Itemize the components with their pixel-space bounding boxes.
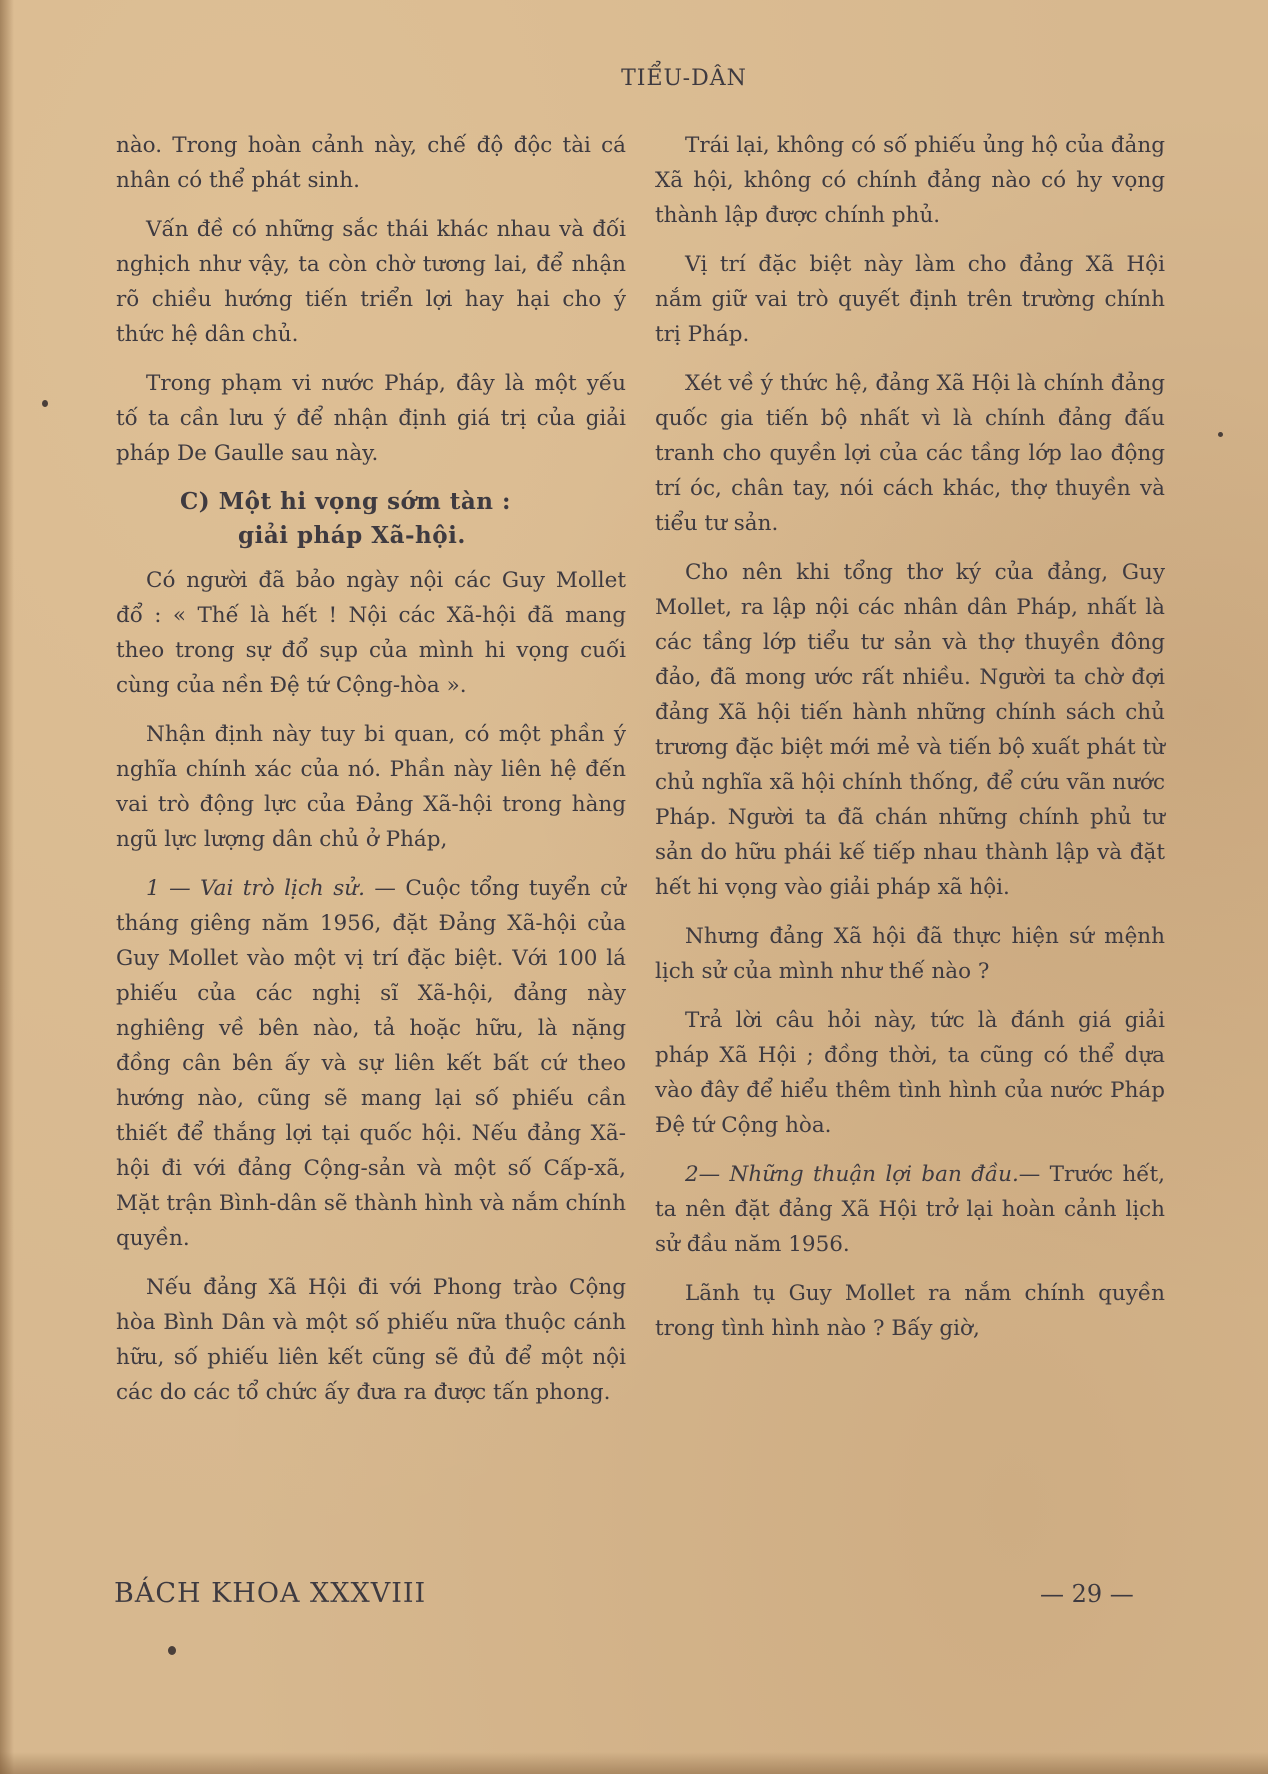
paragraph: Nếu đảng Xã Hội đi với Phong trào Cộng hòa Bình Dân và một số phiếu nữa thuộc cánh hữu, số phiếu liên kết cũng sẽ đủ để một nội các do các tổ chức ấy đưa ra được tấn phong. <box>116 1275 626 1405</box>
ink-spot <box>168 1646 176 1655</box>
paragraph: Trái lại, không có số phiếu ủng hộ của đảng Xã hội, không có chính đảng nào có hy vọng thành lập được chính phủ. <box>655 133 1165 228</box>
paragraph: Trong phạm vi nước Pháp, đây là một yếu tố ta cần lưu ý để nhận định giá trị của giải pháp De Gaulle sau này. <box>116 371 626 466</box>
section-heading-line-2: giải pháp Xã-hội. <box>238 522 466 549</box>
ink-spot <box>1218 432 1223 437</box>
paragraph-body: — Cuộc tổng tuyển cử tháng giêng năm 1956, đặt Đảng Xã-hội của Guy Mollet vào một vị trí đặc biệt. Với 100 lá phiếu của các nghị sĩ Xã-hội, đảng này nghiêng về bên nào, tả hoặc hữu, là nặng đồng cân bên ấy và sự liên kết bất cứ theo hướng nào, cũng sẽ mang lại số phiếu cần thiết để thắng lợi tại quốc hội. Nếu đảng Xã-hội đi với đảng Cộng-sản và một số Cấp-xã, Mặt trận Bình-dân sẽ thành hình và nắm chính quyền. <box>116 876 626 1251</box>
subheading: 1 — Vai trò lịch sử. <box>146 876 365 901</box>
paragraph: Xét về ý thức hệ, đảng Xã Hội là chính đảng quốc gia tiến bộ nhất vì là chính đảng đấu tranh cho quyền lợi của các tầng lớp lao động trí óc, chân tay, nói cách khác, thợ thuyền và tiểu tư sản. <box>655 371 1165 536</box>
paragraph: Cho nên khi tổng thơ ký của đảng, Guy Mollet, ra lập nội các nhân dân Pháp, nhất là các tầng lớp tiểu tư sản và thợ thuyền đông đảo, đã mong ước rất nhiều. Người ta chờ đợi đảng Xã hội tiến hành những chính sách chủ trương đặc biệt mới mẻ và tiến bộ xuất phát từ chủ nghĩa xã hội chính thống, để cứu vãn nước Pháp. Người ta đã chán những chính phủ tư sản do hữu phái kế tiếp nhau thành lập và đặt hết hi vọng vào giải pháp xã hội. <box>655 560 1165 900</box>
running-header: TIỂU-DÂN <box>621 66 747 91</box>
section-heading <box>116 485 626 553</box>
subheading: 2— Những thuận lợi ban đầu. <box>685 1162 1019 1187</box>
paragraph-body: — Trước hết, ta nên đặt đảng Xã Hội trở lại hoàn cảnh lịch sử đầu năm 1956. <box>655 1162 1165 1257</box>
paragraph: nào. Trong hoàn cảnh này, chế độ độc tài cá nhân có thể phát sinh. <box>116 133 626 193</box>
paragraph: Nhưng đảng Xã hội đã thực hiện sứ mệnh lịch sử của mình như thế nào ? <box>655 924 1165 984</box>
paragraph-with-subheading <box>655 1157 1165 1262</box>
paragraph: Trả lời câu hỏi này, tức là đánh giá giải pháp Xã Hội ; đồng thời, ta cũng có thể dựa vào đây để hiểu thêm tình hình của nước Pháp Đệ tứ Cộng hòa. <box>655 1008 1165 1138</box>
paragraph: Lãnh tụ Guy Mollet ra nắm chính quyền trong tình hình nào ? Bấy giờ, <box>655 1281 1165 1341</box>
section-heading-line-1: C) Một hi vọng sớm tàn : <box>180 488 511 515</box>
publication-title: BÁCH KHOA XXXVIII <box>114 1578 427 1609</box>
page-number: — 29 — <box>1040 1580 1134 1608</box>
paragraph: Vị trí đặc biệt này làm cho đảng Xã Hội nắm giữ vai trò quyết định trên trường chính trị Pháp. <box>655 252 1165 347</box>
page-bottom-edge-shadow <box>0 1752 1268 1774</box>
page-left-edge-shadow <box>0 0 14 1774</box>
paragraph: Nhận định này tuy bi quan, có một phần ý nghĩa chính xác của nó. Phần này liên hệ đến vai trò động lực của Đảng Xã-hội trong hàng ngũ lực lượng dân chủ ở Pháp, <box>116 722 626 852</box>
left-column <box>116 128 626 1424</box>
paragraph: Vấn đề có những sắc thái khác nhau và đối nghịch như vậy, ta còn chờ tương lai, để nhận rõ chiều hướng tiến triển lợi hay hại cho ý thức hệ dân chủ. <box>116 217 626 347</box>
right-column <box>655 128 1165 1360</box>
paragraph: Có người đã bảo ngày nội các Guy Mollet đổ : « Thế là hết ! Nội các Xã-hội đã mang theo trong sự đổ sụp của mình hi vọng cuối cùng của nền Đệ tứ Cộng-hòa ». <box>116 568 626 698</box>
ink-spot <box>42 400 48 407</box>
paragraph-with-subheading <box>116 871 626 1256</box>
